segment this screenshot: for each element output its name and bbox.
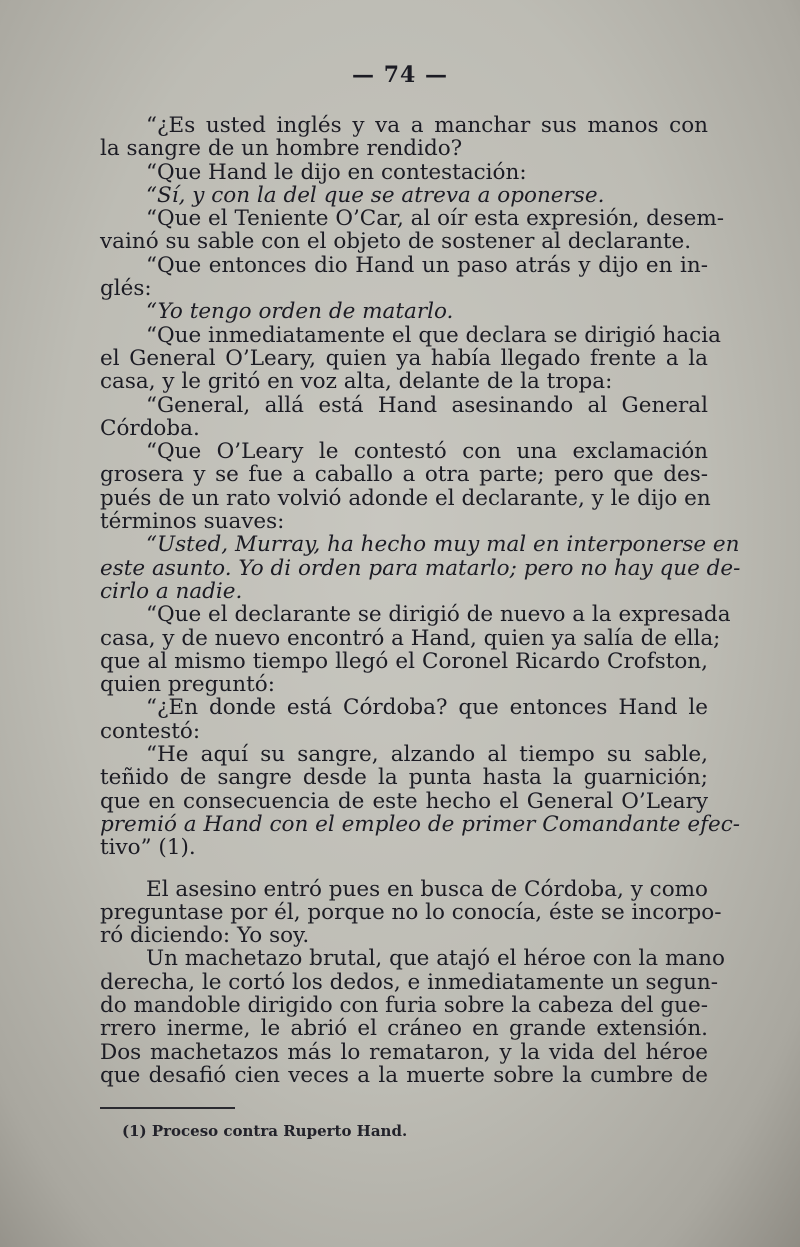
text-line: “General, allá está Hand asesinando al General — [146, 392, 708, 418]
text-line: contestó: — [100, 718, 201, 744]
text-line: vainó su sable con el objeto de sostener al declarante. — [100, 229, 692, 255]
text-line: “Que inmediatamente el que declara se dirigió hacia — [146, 322, 721, 348]
text-line: tivo” (1). — [100, 835, 196, 861]
footnote: (1) Proceso contra Ruperto Hand. — [122, 1122, 408, 1140]
text-line: do mandoble dirigido con furia sobre la cabeza del gue- — [100, 992, 708, 1018]
text-line: el General O’Leary, quien ya había llegado frente a la — [100, 345, 708, 371]
text-line: derecha, le cortó los dedos, e inmediatamente un segun- — [100, 969, 719, 995]
text-line: cirlo a nadie. — [100, 578, 243, 604]
text-line: que desafió cien veces a la muerte sobre la cumbre de — [100, 1062, 708, 1088]
text-line: “Que el declarante se dirigió de nuevo a la expresada — [146, 602, 731, 628]
text-line: que al mismo tiempo llegó el Coronel Ricardo Crofston, — [100, 648, 708, 674]
text-line: “¿En donde está Córdoba? que entonces Hand le — [146, 695, 708, 721]
text-line: Un machetazo brutal, que atajó el héroe con la mano — [146, 946, 725, 972]
footnote-rule — [100, 1107, 235, 1109]
text-line: pués de un rato volvió adonde el declarante, y le dijo en — [100, 485, 711, 511]
text-line: “He aquí su sangre, alzando al tiempo su sable, — [146, 742, 708, 768]
text-line: este asunto. Yo di orden para matarlo; pero no hay que de- — [100, 555, 741, 581]
text-line: “Yo tengo orden de matarlo. — [146, 299, 454, 325]
text-line: casa, y de nuevo encontró a Hand, quien ya salía de ella; — [100, 625, 721, 651]
text-line: “Que Hand le dijo en contestación: — [146, 159, 527, 185]
text-line: Córdoba. — [100, 415, 200, 441]
text-line: que en consecuencia de este hecho el General O’Leary — [100, 788, 708, 814]
text-line: casa, y le gritó en voz alta, delante de la tropa: — [100, 369, 613, 395]
text-line: premió a Hand con el empleo de primer Comandante efec- — [100, 811, 741, 837]
text-line: la sangre de un hombre rendido? — [100, 136, 463, 162]
page-number: — 74 — — [352, 62, 448, 88]
text-line: teñido de sangre desde la punta hasta la guarnición; — [100, 765, 708, 791]
text-line: “¿Es usted inglés y va a manchar sus manos con — [146, 113, 708, 138]
text-line: términos suaves: — [100, 509, 285, 535]
text-line: “Usted, Murray, ha hecho muy mal en interponerse en — [146, 532, 740, 558]
text-line: “Que el Teniente O’Car, al oír esta expresión, desem- — [146, 206, 725, 232]
body-text — [100, 113, 741, 1088]
text-line: ró diciendo: Yo soy. — [100, 923, 310, 949]
text-line: preguntase por él, porque no lo conocía, éste se incorpo- — [100, 899, 722, 925]
text-line: “Que O’Leary le contestó con una exclamación — [146, 439, 708, 465]
text-line: glés: — [100, 276, 152, 302]
text-line: Dos machetazos más lo remataron, y la vida del héroe — [100, 1039, 708, 1065]
text-line: rrero inerme, le abrió el cráneo en grande extensión. — [100, 1016, 708, 1042]
text-line: quien preguntó: — [100, 672, 275, 698]
text-line: El asesino entró pues en busca de Córdoba, y como — [146, 876, 708, 902]
text-line: “Sí, y con la del que se atreva a oponerse. — [146, 182, 605, 208]
text-line: grosera y se fue a caballo a otra parte; pero que des- — [100, 462, 708, 488]
text-line: “Que entonces dio Hand un paso atrás y dijo en in- — [146, 252, 708, 278]
